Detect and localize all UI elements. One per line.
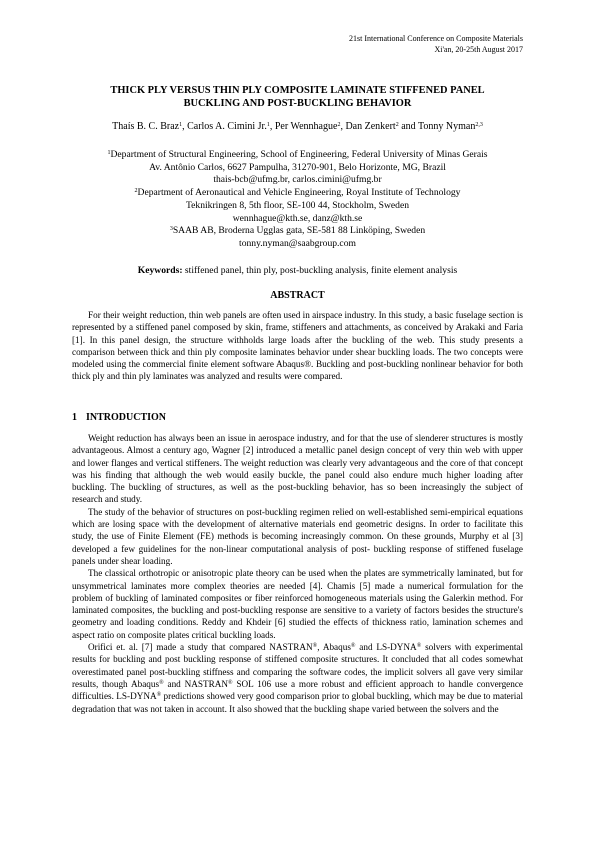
author-affiliation-mark: 2 — [337, 122, 341, 128]
introduction-body — [72, 432, 523, 715]
author-conjunction: and — [398, 121, 418, 132]
author-name: Thaís B. C. Braz — [112, 121, 180, 132]
author-affiliation-mark: 2,3 — [475, 122, 483, 128]
paper-title — [70, 84, 525, 110]
affiliation-mark: 1 — [107, 150, 111, 156]
author-separator: , — [340, 121, 346, 132]
registered-mark: ® — [228, 679, 233, 686]
author-affiliation-mark: 1 — [266, 122, 270, 128]
registered-mark: ® — [416, 643, 422, 650]
author-name: Per Wennhague — [274, 121, 338, 132]
section-title: INTRODUCTION — [86, 412, 167, 423]
affiliation-2-address: Teknikringen 8, 5th floor, SE-100 44, Stockholm, Sweden — [185, 199, 410, 211]
conference-header — [349, 33, 523, 55]
abstract-text: For their weight reduction, thin web panels are often used in airspace industry. In this study, a basic fuselage section is represented by a stiffened panel composed by skin, frame, stiffeners and attachments, as conceived by Arakaki and Faria [1]. In this panel design, the structure withholds large loads after the buckling of the web. This study presents a comparison between thick and thin ply composite laminates behavior under shear buckling loads. The two concepts were modeled using the commercial finite element software Abaqus®. Buckling and post-buckling nonlinear behavior for both thick ply and thin ply laminates was analyzed and results were compared. — [72, 310, 523, 382]
author-name: Carlos A. Cimini Jr. — [187, 121, 267, 132]
affiliation-2-email: wennhague@kth.se, danz@kth.se — [232, 212, 363, 224]
author-affiliation-mark: 1 — [179, 122, 183, 128]
registered-mark: ® — [156, 692, 162, 699]
abstract-heading: ABSTRACT — [270, 290, 325, 301]
keywords-text: stiffened panel, thin ply, post-buckling analysis, finite element analysis — [182, 265, 458, 276]
conference-name: 21st International Conference on Composite Materials — [349, 34, 523, 43]
keywords-label: Keywords: — [137, 265, 183, 276]
affiliation-1-email: thais-bcb@ufmg.br, carlos.cimini@ufmg.br — [213, 174, 382, 186]
affiliation-3-email: tonny.nyman@saabgroup.com — [239, 237, 356, 249]
registered-mark: ® — [312, 643, 318, 650]
conference-location-date: Xi'an, 20-25th August 2017 — [434, 45, 523, 54]
affiliation-mark: 3 — [169, 226, 173, 233]
affiliation-mark: 2 — [134, 188, 138, 195]
affiliation-1-line-1: $^1$Department of Structural Engineering, School of Engineering, Federal University of Minas Gerais — [107, 149, 488, 160]
author-name: Dan Zenkert — [345, 121, 396, 132]
author-list — [70, 120, 525, 133]
title-line-1: THICK PLY VERSUS THIN PLY COMPOSITE LAMINATE STIFFENED PANEL — [110, 85, 485, 96]
author-name: Tonny Nyman — [417, 121, 476, 132]
registered-mark: ® — [159, 679, 164, 686]
keywords — [70, 264, 525, 277]
author-separator: , — [269, 121, 275, 132]
section-heading-introduction — [72, 412, 166, 423]
author-separator: , — [182, 121, 188, 132]
paragraph: Orifici et. al. [7] made a study that compared NASTRAN®, Abaqus® and LS-DYNA® solvers with experimental results for buckling and post buckling response of stiffened composite structures. It concluded that all codes somewhat overestimated panel post-buckling stiffness and comparing the software codes, the implicit solvers all gave very similar results, though Abaqus® and NASTRAN® SOL 106 use a more robust and efficient approach to handle convergence difficulties. LS-DYNA® predictions showed very good comparison prior to global buckling, which may be due to material degradation that was not taken in account. It also showed that the buckling shape varied between the solvers and the — [72, 642, 524, 714]
title-line-2: BUCKLING AND POST-BUCKLING BEHAVIOR — [183, 98, 412, 109]
author-affiliation-mark: 2 — [395, 122, 399, 128]
paragraph: The classical orthotropic or anisotropic plate theory can be used when the plates are symmetrically laminated, but for unsymmetrical laminates more complex theories are needed [4]. Chamis [5] made a numerical formulation for the problem of buckling of laminated composites or fiber reinforced homogeneous materials using the Galerkin method. For laminated composites, the buckling and post-buckling response are sensitive to a variety of factors besides the structure's geometry and loading conditions. Reddy and Khdeir [6] studied the effects of thickness ratio, lamination schemes and aspect ratio on composite plates critical buckling loads. — [72, 568, 523, 640]
registered-mark: ® — [350, 643, 356, 650]
paragraph: The study of the behavior of structures on post-buckling regimen relied on well-established semi-empirical equations which are losing space with the development of alternative materials end geometric designs. In order to facilitate this study, the use of Finite Element (FE) methods is becoming increasingly common. On these grounds, Murphy et al [3] developed a few guidelines for the non-linear computational analysis of post- buckling response of stiffened fuselage panels under shear loading. — [72, 506, 523, 566]
affiliation-1-address: Av. Antônio Carlos, 6627 Pampulha, 31270-901, Belo Horizonte, MG, Brazil — [149, 161, 446, 173]
affiliation-3-line-1: $^3$SAAB AB, Broderna Ugglas gata, SE-581 88 Linköping, Sweden — [169, 225, 426, 237]
paragraph: Weight reduction has always been an issue in aerospace industry, and for that the use of slenderer structures is mostly advantageous. Almost a century ago, Wagner [2] introduced a metallic panel design concept of very thin web with upper and lower flanges and vertical stiffeners. The weight reduction was clearly very advantageous and the core of that concept was his finding that although the web would easily buckle, the panel could also endure much higher loading after buckling. The buckling of structures, as well as the post-buckling behavior, has so been increasingly the subject of research and study. — [72, 433, 523, 505]
affiliation-2-line-1: $^2$Department of Aeronautical and Vehicle Engineering, Royal Institute of Technology — [134, 187, 461, 199]
section-number: 1 — [72, 412, 77, 423]
affiliations — [70, 149, 525, 251]
